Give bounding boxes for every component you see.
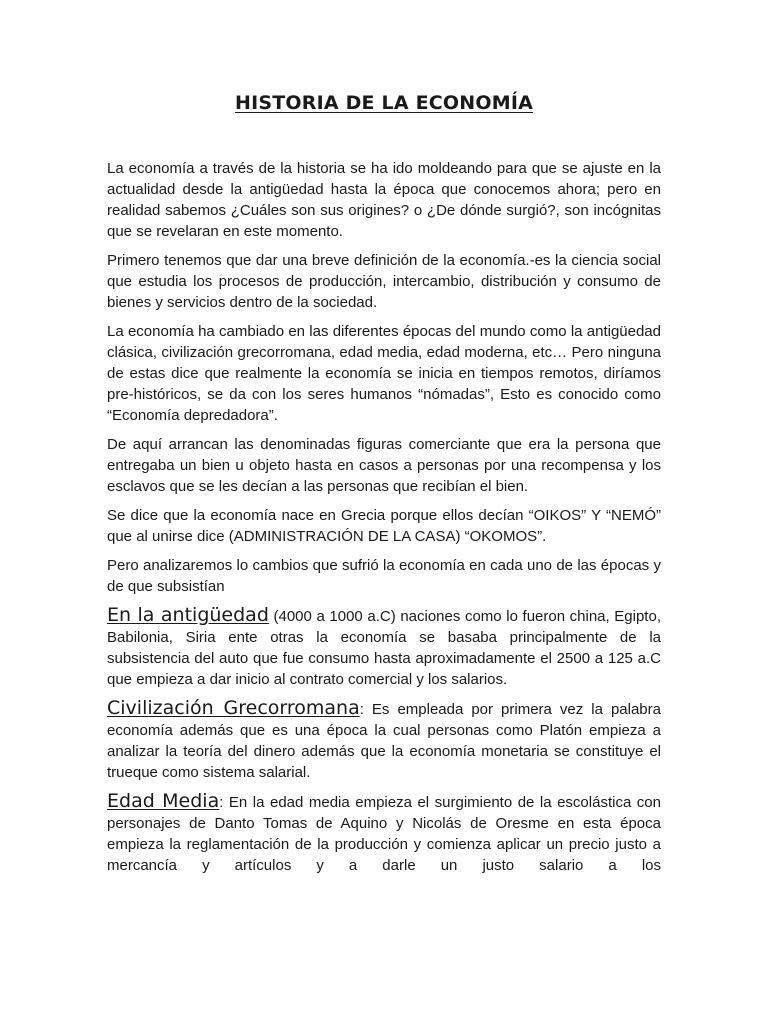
paragraph-intro: La economía a través de la historia se ha ido moldeando para que se ajuste en la actualidad desde la antigüedad hasta la época que conocemos ahora; pero en realidad sabemos ¿Cuáles son sus origines? o ¿De dónde surgió?, son incógnitas que se revelaran en este momento.	[107, 160, 661, 240]
section-text-antiquity: (4000 a 1000 a.C) naciones como lo fueron china, Egipto, Babilonia, Siria ente otras la economía se basaba principalmente de la subsistencia del auto que fue consumo hasta aproximadamente el 2500 a 125 a.C que empieza a dar inicio al contrato comercial y los salarios.	[107, 608, 661, 688]
document-title: HISTORIA DE LA ECONOMÍA	[235, 92, 533, 114]
paragraph-epochs: La economía ha cambiado en las diferentes épocas del mundo como la antigüedad clásica, civilización grecorromana, edad media, edad moderna, etc… Pero ninguna de estas dice que realmente la economía se inicia en tiempos remotos, diríamos pre-históricos, se da con los seres humanos “nómadas”, Esto es conocido como “Economía depredadora”.	[107, 323, 661, 424]
document-page	[107, 92, 661, 884]
section-text-greco-roman: : Es empleada por primera vez la palabra economía además que es una época la cual personas como Platón empieza a analizar la teoría del dinero además que la economía monetaria se constituye el trueque como sistema salarial.	[107, 701, 661, 781]
paragraph-figures: De aquí arrancan las denominadas figuras comerciante que era la persona que entregaba un bien u objeto hasta en casos a personas por una recompensa y los esclavos que se les decían a las personas que recibían el bien.	[107, 436, 661, 495]
section-heading-middle-ages: Edad Media	[107, 790, 220, 812]
section-text-middle-ages: : En la edad media empieza el surgimiento de la escolástica con personajes de Danto Tomas de Aquino y Nicolás de Oresme en esta época empieza la reglamentación de la producción y comienza aplicar un precio justo a mercancía y artículos y a darle un justo salario a los	[107, 794, 661, 874]
section-greco-roman	[107, 698, 661, 783]
section-heading-antiquity: En la antigüedad	[107, 604, 269, 626]
section-middle-ages	[107, 791, 661, 876]
section-antiquity	[107, 605, 661, 690]
paragraph-greece: Se dice que la economía nace en Grecia porque ellos decían “OIKOS” Y “NEMÓ” que al unirse dice (ADMINISTRACIÓN DE LA CASA) “OKOMOS”.	[107, 507, 661, 545]
section-heading-greco-roman: Civilización Grecorromana	[107, 697, 360, 719]
paragraph-analysis: Pero analizaremos lo cambios que sufrió la economía en cada uno de las épocas y de que subsistían	[107, 557, 661, 595]
paragraph-definition: Primero tenemos que dar una breve definición de la economía.-es la ciencia social que estudia los procesos de producción, intercambio, distribución y consumo de bienes y servicios dentro de la sociedad.	[107, 252, 661, 311]
